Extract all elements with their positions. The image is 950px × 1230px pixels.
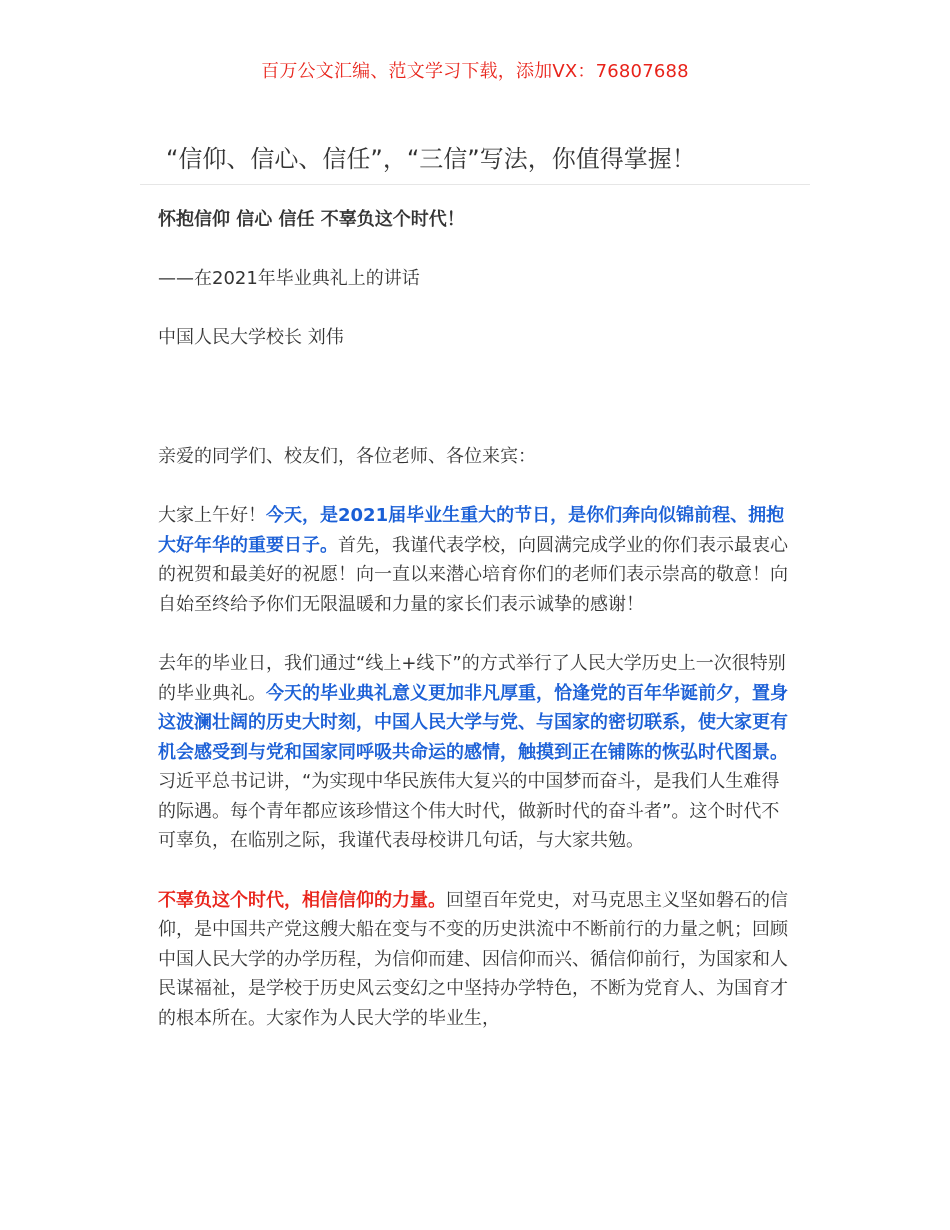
paragraph-2-highlight: 今天的毕业典礼意义更加非凡厚重，恰逢党的百年华诞前夕，置身这波澜壮阔的历史大时刻，中国人民大学与党、与国家的密切联系，使大家更有机会感受到与党和国家同呼吸共命运的感情，触摸到正在铺陈的恢弘时代图景。	[158, 682, 788, 763]
paragraph-3-rest: 回望百年党史，对马克思主义坚如磐石的信仰，是中国共产党这艘大船在变与不变的历史洪流中不断前行的力量之帆；回顾中国人民大学的办学历程，为信仰而建、因信仰而兴、循信仰前行，为国家和人民谋福祉，是学校于历史风云变幻之中坚持办学特色，不断为党育人、为国育才的根本所在。大家作为人民大学的毕业生，	[158, 889, 788, 1030]
paragraph-1-rest: 首先，我谨代表学校，向圆满完成学业的你们表示最衷心的祝贺和最美好的祝愿！向一直以来潜心培育你们的老师们表示崇高的敬意！向自始至终给予你们无限温暖和力量的家长们表示诚挚的感谢！	[158, 534, 788, 615]
article-body	[158, 205, 793, 1063]
article-title: “信仰、信心、信任”，“三信”写法，你值得掌握！	[166, 145, 696, 173]
greeting-paragraph: 亲爱的同学们、校友们，各位老师、各位来宾：	[158, 445, 536, 467]
speech-title: 怀抱信仰 信心 信任 不辜负这个时代！	[158, 209, 465, 230]
paragraph-2	[158, 649, 793, 856]
speech-author: 中国人民大学校长 刘伟	[158, 327, 344, 349]
paragraph-1-highlight: 今天，是2021届毕业生重大的节日，是你们奔向似锦前程、拥抱大好年华的重要日子。	[158, 504, 785, 556]
paragraph-1	[158, 501, 793, 619]
header-promo-note: 百万公文汇编、范文学习下载，添加VX：76807688	[261, 61, 689, 82]
paragraph-2-lead: 去年的毕业日，我们通过“线上+线下”的方式举行了人民大学历史上一次很特别的毕业典礼。	[158, 652, 786, 704]
paragraph-2-rest: 习近平总书记讲，“为实现中华民族伟大复兴的中国梦而奋斗，是我们人生难得的际遇。每个青年都应该珍惜这个伟大时代，做新时代的奋斗者”。这个时代不可辜负，在临别之际，我谨代表母校讲几句话，与大家共勉。	[158, 771, 780, 852]
title-divider	[140, 184, 810, 185]
paragraph-3	[158, 886, 793, 1034]
paragraph-3-highlight: 不辜负这个时代，相信信仰的力量。	[158, 889, 446, 911]
speech-subtitle: ——在2021年毕业典礼上的讲话	[158, 268, 420, 290]
paragraph-1-lead: 大家上午好！	[158, 504, 266, 526]
